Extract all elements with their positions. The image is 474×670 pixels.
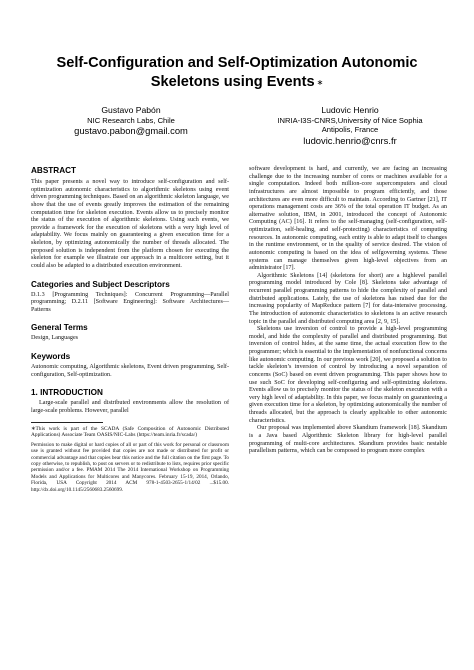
author-affiliation-line-2: Antipolis, France: [321, 125, 379, 135]
title-footnote-text: ∗This work is part of the SCADA (Safe Composition of Autonomic Distributed Applications) Associate Team OASIS/NIC-Labs (https://team.inria.fr/scada/): [31, 425, 229, 439]
introduction-text: Large-scale parallel and distributed environments allow the resolution of large-scale problems. However, parallel: [31, 400, 229, 414]
right-column: [249, 166, 447, 456]
abstract-heading: ABSTRACT: [31, 166, 77, 175]
intro-paragraph-1: software development is hard, and currently, we are facing an increasing challenge due to the increasing number of cores or machines available for a single computation. Indeed both million-core supercomputers and cloud infrastructures are almost impossible to program efficiently, and those architectures are even more difficult to maintain. According to Gartner [21], IT operations management costs are 36% of the total operation IT budget. As an alternative solution, IBM, in 2001, introduced the concept of Autonomic Computing (AC) [16]. It refers to the self-managing (self-configuration, self-optimization, self-healing, and self-protecting) characteristics of computing resources. In autonomic computing, each entity is able to adapt itself to changes in the runtime environment, or in the quality of service desired. The vision of autonomic computing is based on the idea of selfgoverning systems. These systems can manage themselves given high-level objectives from an administrator [17].: [249, 166, 447, 272]
title-line-2: [20, 73, 454, 92]
author-affiliation: INRIA-I3S-CNRS,University of Nice Sophia: [277, 115, 423, 125]
categories-heading: Categories and Subject Descriptors: [31, 279, 170, 289]
footnote-divider: [31, 422, 103, 423]
permission-notice: Permission to make digital or hard copies of all or part of this work for personal or classroom use is granted without fee provided that copies are not made or distributed for profit or commercial advantage and that copies bear this notice and the full citation on the first page. To copy otherwise, to republish, to post on servers or to redistribute to lists, requires prior specific permission and/or a fee. PMAM 2014 The 2014 International Workshop on Programming Models and Applications for Multicores and Manycores. February 15-19, 2014, Orlando, Florida, USA Copyright 2014 ACM 978-1-4503-2655-1/14/02 ...$15.00. http://dx.doi.org/10.1145/2560683.2560699.: [31, 441, 229, 493]
general-terms-text: Design, Languages: [31, 335, 79, 342]
abstract-text: This paper presents a novel way to introduce self-configuration and self-optimization autonomic characteristics to algorithmic skeletons using event driven programming techniques. Based on an algorithmic skeleton language, we show that the use of events greatly improves the estimation of the remaining computation time for skeleton execution. Events allow us to precisely monitor the status of the execution of algorithmic skeletons. Using such events, we provide a framework for the execution of skeletons with a very high level of adaptability. We focus mainly on guaranteeing a given execution time for a skeleton, by optimizing autonomically the number of threads allocated. The proposed solution is independent from the platform chosen for executing the skeleton for example we illustrate our approach in a multicore setting, but it could also be adapted to a distributed execution environment.: [31, 179, 229, 269]
author-block-1: [66, 106, 196, 136]
title-line-2-text: Skeletons using Events: [150, 74, 315, 90]
author-email: ludovic.henrio@cnrs.fr: [303, 134, 397, 146]
keywords-heading: Keywords: [31, 352, 71, 361]
title-line-1: Self-Configuration and Self-Optimization Autonomic: [56, 55, 418, 71]
author-name: Ludovic Henrio: [321, 105, 379, 115]
author-name: Gustavo Pabón: [101, 105, 161, 115]
introduction-heading: 1. INTRODUCTION: [31, 388, 103, 398]
author-email: gustavo.pabon@gmail.com: [74, 125, 188, 137]
categories-text: D.1.3 [Programming Techniques]: Concurrent Programming—Parallel programming; D.2.11 [Software Engineering]: Software Architectures—Patterns: [31, 291, 229, 313]
intro-paragraph-3: Skeletons use inversion of control to provide a high-level programming model, and hide the complexity of parallel and distributed programming. But inversion of control hides, at the same time, the actual execution flow to the programmer; which is essential to the implementation of nonfunctional concerns like autonomic computing. In our previous work [20], we proposed a solution to tackle skeleton’s inversion of control by introducing a novel separation of concerns (SoC) based on event driven programming. This paper shows how to use such SoC for developing self-configuring and self-optimizing skeletons. Events allow us to precisely monitor the status of the skeleton execution with a very high level of adaptability. In this paper, we focus mainly on guaranteeing a given execution time for a skeleton, by optimizing autonomically the number of threads allocated, but the approach is clearly applicable to other autonomic characteristics.: [249, 326, 447, 424]
intro-paragraph-2: Algorithmic Skeletons [14] (skeletons for short) are a highlevel parallel programming model introduced by Cole [8]. Skeletons take advantage of recurrent parallel programming patterns to hide the complexity of parallel and distributed applications. Lately, the use of skeletons has raised due for the increasing popularity of MapReduce pattern [7] for data-intensive processing. The introduction of autonomic characteristics to skeletons is an active research topic in the parallel and distributed computing area [2, 9, 15].: [249, 272, 447, 325]
title-footnote-mark: ∗: [316, 78, 324, 87]
left-column: [31, 166, 229, 493]
paper-title: [20, 54, 454, 92]
general-terms-heading: General Terms: [31, 323, 88, 333]
keywords-text: Autonomic computing, Algorithmic skeletons, Event driven programming, Self-configuration, Self-optimization.: [31, 364, 229, 378]
author-block-2: [272, 106, 428, 146]
intro-paragraph-4: Our proposal was implemented above Skandium framework [18]. Skandium is a Java based Algorithmic Skeleton library for high-level parallel programming of multi-core architectures. Skandium provides basic nestable parallelism patterns, which can be composed to program more complex: [249, 425, 447, 455]
author-affiliation: NIC Research Labs, Chile: [87, 115, 175, 125]
